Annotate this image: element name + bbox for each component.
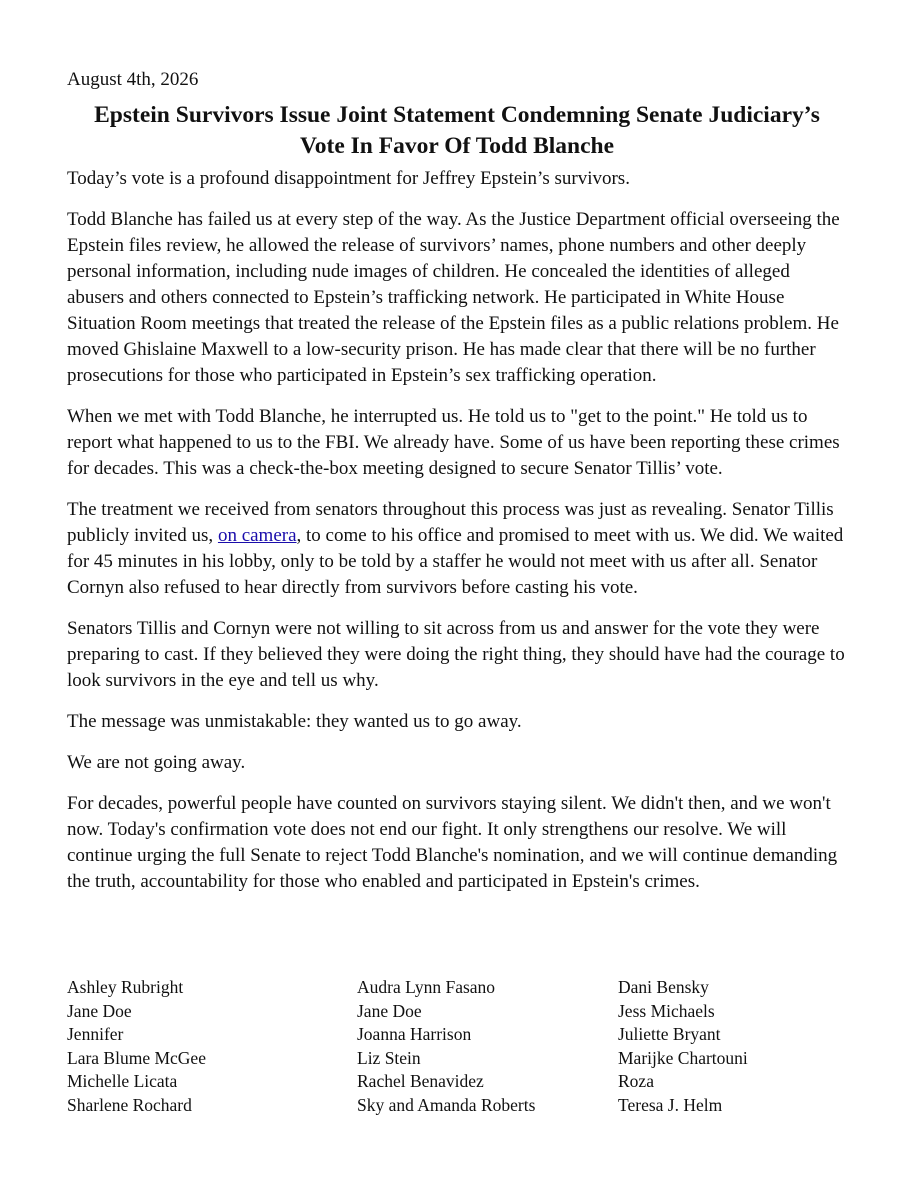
- signatory-name: Juliette Bryant: [618, 1024, 721, 1045]
- paragraph-meeting: When we met with Todd Blanche, he interrupted us. He told us to "get to the point." He told us to report what happened to us to the FBI. We already have. Some of us have been reporting these crimes for decades. This was a check-the-box meeting designed to secure Senator Tillis’ vote.: [67, 406, 840, 479]
- signatory-name: Jane Doe: [357, 1000, 422, 1021]
- signatory-name: Marijke Chartouni: [618, 1047, 748, 1068]
- statement-title-line-1: Epstein Survivors Issue Joint Statement Condemning Senate Judiciary’s: [94, 102, 820, 128]
- signatory-name: Dani Bensky: [618, 977, 709, 997]
- paragraph-message: The message was unmistakable: they wanted us to go away.: [67, 711, 522, 732]
- paragraph-not-going-away: We are not going away.: [67, 752, 246, 773]
- statement-title: [67, 100, 847, 162]
- signatory-name: Jess Michaels: [618, 1000, 715, 1021]
- statement-title-line-2: Vote In Favor Of Todd Blanche: [299, 133, 615, 159]
- signatory-name: Sky and Amanda Roberts: [357, 1094, 536, 1115]
- signatory-name: Sharlene Rochard: [67, 1094, 192, 1115]
- on-camera-link[interactable]: on camera: [217, 525, 297, 546]
- signatory-name: Jennifer: [67, 1024, 124, 1045]
- signatory-name: Joanna Harrison: [357, 1024, 472, 1045]
- paragraph-closing: For decades, powerful people have counted on survivors staying silent. We didn't then, and we won't now. Today's confirmation vote does not end our fight. It only strengthens our resolve. We will continue urging the full Senate to reject Todd Blanche's nomination, and we will continue demanding the truth, accountability for those who enabled and participated in Epstein's crimes.: [67, 793, 838, 892]
- signatures-column-1: [67, 976, 206, 1118]
- signatory-name: Jane Doe: [67, 1000, 132, 1021]
- paragraph-senators-text-after: , to come to his office and promised to meet with us. We did. We waited for 45 minutes in his lobby, only to be told by a staffer he would not meet with us after all. Senator Cornyn also refused to hear directly from survivors before casting his vote.: [67, 525, 844, 598]
- signatures-column-2: [357, 976, 535, 1118]
- paragraph-tillis-cornyn: Senators Tillis and Cornyn were not willing to sit across from us and answer for the vote they were preparing to cast. If they believed they were doing the right thing, they should have had the courage to look survivors in the eye and tell us why.: [67, 618, 845, 691]
- signatory-name: Michelle Licata: [67, 1071, 178, 1092]
- paragraph-opening: Today’s vote is a profound disappointment for Jeffrey Epstein’s survivors.: [67, 168, 630, 189]
- signatory-name: Liz Stein: [357, 1047, 421, 1068]
- signatures-column-3: [618, 976, 748, 1118]
- paragraph-blanche-failures: Todd Blanche has failed us at every step of the way. As the Justice Department official overseeing the Epstein files review, he allowed the release of survivors’ names, phone numbers and other deeply personal information, including nude images of children. He concealed the identities of alleged abusers and others connected to Epstein’s trafficking network. He participated in White House Situation Room meetings that treated the release of the Epstein files as a public relations problem. He moved Ghislaine Maxwell to a low-security prison. He has made clear that there will be no further prosecutions for those who participated in Epstein’s sex trafficking operation.: [67, 209, 840, 386]
- statement-date: August 4th, 2026: [67, 69, 199, 90]
- signatory-name: Audra Lynn Fasano: [357, 977, 496, 997]
- signatory-name: Teresa J. Helm: [618, 1094, 723, 1115]
- paragraph-senators-treatment: [67, 497, 847, 601]
- paragraph-senators-text-before: The treatment we received from senators throughout this process was just as revealing. Senator Tillis publicly invited us,: [67, 499, 834, 546]
- signatory-name: Lara Blume McGee: [67, 1047, 206, 1068]
- signatory-name: Rachel Benavidez: [357, 1071, 484, 1092]
- signatory-name: Ashley Rubright: [67, 977, 184, 997]
- signatory-name: Roza: [618, 1071, 654, 1092]
